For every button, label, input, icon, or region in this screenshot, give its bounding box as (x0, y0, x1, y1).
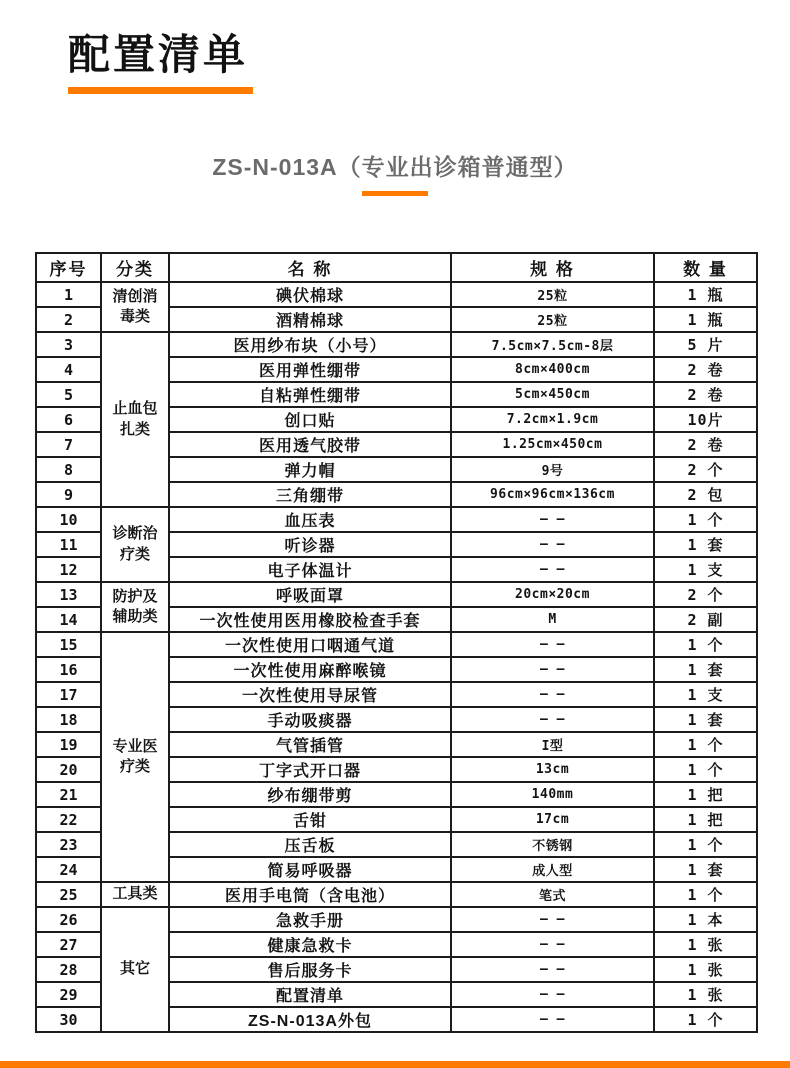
item-qty: 1 个 (654, 632, 757, 657)
bottom-accent-bar (0, 1061, 790, 1068)
item-spec: 13cm (451, 757, 654, 782)
item-name: 呼吸面罩 (169, 582, 451, 607)
item-spec: I型 (451, 732, 654, 757)
item-spec: — — (451, 507, 654, 532)
item-qty: 1 个 (654, 757, 757, 782)
item-qty: 1 个 (654, 507, 757, 532)
row-number: 7 (36, 432, 101, 457)
item-name: 一次性使用医用橡胶检查手套 (169, 607, 451, 632)
item-name: 急救手册 (169, 907, 451, 932)
item-spec: 成人型 (451, 857, 654, 882)
item-spec: — — (451, 1007, 654, 1032)
item-spec: 140mm (451, 782, 654, 807)
subtitle-block (0, 149, 790, 196)
item-spec: 不锈钢 (451, 832, 654, 857)
row-number: 30 (36, 1007, 101, 1032)
header-name: 名 称 (169, 253, 451, 282)
item-qty: 1 个 (654, 832, 757, 857)
category-cell: 诊断治疗类 (101, 507, 169, 582)
table-row (36, 882, 757, 907)
category-cell: 清创消毒类 (101, 282, 169, 332)
row-number: 25 (36, 882, 101, 907)
row-number: 13 (36, 582, 101, 607)
item-spec: 7.2cm×1.9cm (451, 407, 654, 432)
header-spec: 规 格 (451, 253, 654, 282)
row-number: 2 (36, 307, 101, 332)
table-row (36, 332, 757, 357)
item-qty: 1 个 (654, 882, 757, 907)
item-spec: 17cm (451, 807, 654, 832)
item-qty: 1 套 (654, 857, 757, 882)
item-name: 配置清单 (169, 982, 451, 1007)
item-qty: 2 个 (654, 457, 757, 482)
item-spec: M (451, 607, 654, 632)
item-qty: 2 包 (654, 482, 757, 507)
item-qty: 1 瓶 (654, 282, 757, 307)
row-number: 17 (36, 682, 101, 707)
item-spec: 20cm×20cm (451, 582, 654, 607)
item-name: 气管插管 (169, 732, 451, 757)
header-qty: 数 量 (654, 253, 757, 282)
row-number: 19 (36, 732, 101, 757)
table-row (36, 907, 757, 932)
item-spec: — — (451, 682, 654, 707)
item-qty: 1 个 (654, 732, 757, 757)
item-spec: — — (451, 982, 654, 1007)
category-cell: 防护及辅助类 (101, 582, 169, 632)
configuration-table (35, 252, 758, 1033)
row-number: 6 (36, 407, 101, 432)
item-name: 血压表 (169, 507, 451, 532)
row-number: 11 (36, 532, 101, 557)
row-number: 1 (36, 282, 101, 307)
item-spec: 1.25cm×450cm (451, 432, 654, 457)
item-qty: 1 个 (654, 1007, 757, 1032)
item-spec: — — (451, 957, 654, 982)
row-number: 15 (36, 632, 101, 657)
row-number: 26 (36, 907, 101, 932)
item-qty: 2 卷 (654, 432, 757, 457)
row-number: 4 (36, 357, 101, 382)
item-spec: 25粒 (451, 307, 654, 332)
item-spec: — — (451, 557, 654, 582)
item-name: 舌钳 (169, 807, 451, 832)
item-name: 医用手电筒（含电池） (169, 882, 451, 907)
item-qty: 1 把 (654, 807, 757, 832)
page-header (68, 30, 253, 94)
row-number: 5 (36, 382, 101, 407)
item-name: 碘伏棉球 (169, 282, 451, 307)
item-name: 酒精棉球 (169, 307, 451, 332)
row-number: 8 (36, 457, 101, 482)
item-spec: — — (451, 907, 654, 932)
row-number: 9 (36, 482, 101, 507)
table-header-row (36, 253, 757, 282)
item-qty: 5 片 (654, 332, 757, 357)
item-qty: 1 张 (654, 982, 757, 1007)
item-qty: 1 支 (654, 682, 757, 707)
item-name: 简易呼吸器 (169, 857, 451, 882)
item-name: 创口贴 (169, 407, 451, 432)
item-name: 一次性使用导尿管 (169, 682, 451, 707)
item-qty: 1 把 (654, 782, 757, 807)
item-name: 一次性使用麻醉喉镜 (169, 657, 451, 682)
page-title: 配置清单 (68, 31, 249, 78)
item-qty: 1 套 (654, 532, 757, 557)
item-spec: 7.5cm×7.5cm-8层 (451, 332, 654, 357)
category-cell: 工具类 (101, 882, 169, 907)
item-name: 自粘弹性绷带 (169, 382, 451, 407)
row-number: 24 (36, 857, 101, 882)
item-qty: 1 支 (654, 557, 757, 582)
row-number: 23 (36, 832, 101, 857)
item-spec: 25粒 (451, 282, 654, 307)
item-name: 纱布绷带剪 (169, 782, 451, 807)
item-name: 电子体温计 (169, 557, 451, 582)
item-qty: 2 副 (654, 607, 757, 632)
item-qty: 1 套 (654, 657, 757, 682)
item-name: ZS-N-013A外包 (169, 1007, 451, 1032)
row-number: 14 (36, 607, 101, 632)
item-spec: 8cm×400cm (451, 357, 654, 382)
item-spec: — — (451, 707, 654, 732)
subtitle-underline (362, 191, 428, 196)
row-number: 20 (36, 757, 101, 782)
item-spec: 5cm×450cm (451, 382, 654, 407)
item-qty: 1 本 (654, 907, 757, 932)
row-number: 21 (36, 782, 101, 807)
table-row (36, 632, 757, 657)
item-name: 健康急救卡 (169, 932, 451, 957)
item-name: 手动吸痰器 (169, 707, 451, 732)
table-row (36, 582, 757, 607)
header-no: 序号 (36, 253, 101, 282)
item-name: 压舌板 (169, 832, 451, 857)
item-qty: 2 卷 (654, 357, 757, 382)
item-name: 三角绷带 (169, 482, 451, 507)
row-number: 29 (36, 982, 101, 1007)
table-row (36, 282, 757, 307)
category-cell: 止血包扎类 (101, 332, 169, 507)
item-spec: — — (451, 657, 654, 682)
item-qty: 1 张 (654, 957, 757, 982)
item-name: 弹力帽 (169, 457, 451, 482)
item-name: 医用纱布块（小号） (169, 332, 451, 357)
item-qty: 10片 (654, 407, 757, 432)
item-name: 医用弹性绷带 (169, 357, 451, 382)
row-number: 18 (36, 707, 101, 732)
item-spec: 96cm×96cm×136cm (451, 482, 654, 507)
header-category: 分类 (101, 253, 169, 282)
row-number: 16 (36, 657, 101, 682)
item-qty: 1 张 (654, 932, 757, 957)
item-spec: — — (451, 932, 654, 957)
row-number: 27 (36, 932, 101, 957)
row-number: 12 (36, 557, 101, 582)
item-name: 医用透气胶带 (169, 432, 451, 457)
item-spec: — — (451, 532, 654, 557)
category-cell: 专业医疗类 (101, 632, 169, 882)
table-row (36, 507, 757, 532)
row-number: 10 (36, 507, 101, 532)
row-number: 28 (36, 957, 101, 982)
item-name: 丁字式开口器 (169, 757, 451, 782)
item-spec: 9号 (451, 457, 654, 482)
page-subtitle: ZS-N-013A（专业出诊箱普通型） (212, 154, 578, 180)
item-name: 听诊器 (169, 532, 451, 557)
item-qty: 2 个 (654, 582, 757, 607)
row-number: 3 (36, 332, 101, 357)
item-qty: 2 卷 (654, 382, 757, 407)
configuration-table-wrap (35, 252, 758, 1033)
item-spec: — — (451, 632, 654, 657)
item-name: 售后服务卡 (169, 957, 451, 982)
item-qty: 1 套 (654, 707, 757, 732)
item-spec: 笔式 (451, 882, 654, 907)
category-cell: 其它 (101, 907, 169, 1032)
title-underline (68, 87, 253, 94)
row-number: 22 (36, 807, 101, 832)
item-name: 一次性使用口咽通气道 (169, 632, 451, 657)
item-qty: 1 瓶 (654, 307, 757, 332)
